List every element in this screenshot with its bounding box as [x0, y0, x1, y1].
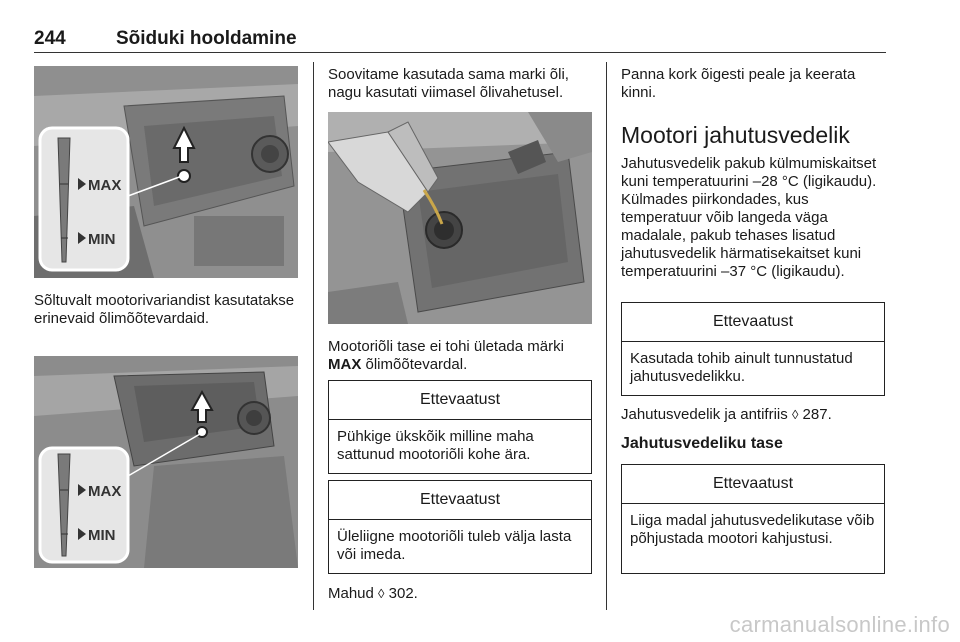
- caution-box-spill: [328, 380, 592, 474]
- col2-level-text: [328, 338, 594, 374]
- oil-level-text-pre: Mootoriõli tase ei tohi ületada märki: [328, 338, 564, 355]
- caution-body: Kasutada tohib ainult tunnustatud jahutusvedelikku.: [630, 350, 853, 385]
- column-divider-2: [606, 62, 607, 610]
- col1-text: [34, 292, 300, 328]
- caution-box-low-coolant: [621, 464, 885, 574]
- caution-title: Ettevaatust: [329, 481, 591, 520]
- caution-box-approved-coolant: [621, 302, 885, 396]
- coolant-page-ref[interactable]: 287.: [802, 406, 832, 423]
- column-divider-1: [313, 62, 314, 610]
- coolant-ref-text: Jahutusvedelik ja antifriis: [621, 406, 788, 423]
- oil-level-text: [328, 338, 594, 374]
- col2-intro: [328, 66, 594, 102]
- subsection-title-coolant-level: Jahutusvedeliku tase: [621, 435, 783, 452]
- caution-title: Ettevaatust: [622, 465, 884, 504]
- caution-body: Pühkige ükskõik milline maha sattunud mootoriõli kohe ära.: [337, 428, 534, 463]
- caution-box-excess: [328, 480, 592, 574]
- max-mark-inline: MAX: [328, 356, 362, 373]
- cap-instruction-text: Panna kork õigesti peale ja keerata kinni.: [621, 66, 856, 101]
- max-marker-label: MAX: [88, 177, 122, 194]
- page-reference-icon: ◊: [378, 586, 385, 601]
- caution-title: Ettevaatust: [329, 381, 591, 420]
- coolant-reference[interactable]: [621, 406, 887, 424]
- dipstick-figure-2: [34, 356, 298, 568]
- capacity-reference[interactable]: [328, 585, 594, 603]
- col3-intro: [621, 66, 887, 102]
- chapter-title: Sõiduki hooldamine: [116, 28, 297, 49]
- capacity-text: Mahud: [328, 585, 374, 602]
- dipstick-figure-1: [34, 66, 298, 278]
- max-marker-label-2: MAX: [88, 483, 122, 500]
- dipstick-variants-text: Sõltuvalt mootorivariandist kasutatakse erinevaid õlimõõtevardaid.: [34, 292, 295, 327]
- oil-filling-figure: [328, 112, 592, 324]
- section-title-coolant: Mootori jahutusvedelik: [621, 122, 850, 148]
- caution-title: Ettevaatust: [622, 303, 884, 342]
- watermark: carmanualsonline.info: [729, 612, 950, 637]
- min-marker-label: MIN: [88, 231, 116, 248]
- oil-level-text-post: õlimõõtevardal.: [361, 356, 468, 373]
- capacity-page-ref[interactable]: 302.: [388, 585, 418, 602]
- coolant-protection-text: Jahutusvedelik pakub külmumiskaitset kuni temperatuurini –28 °C (ligikaudu). Külmades piirkondades, kus temperatuur võib langeda väga madalale, pakub tehases lisatud jahutusvedelik härmatisekaitset kuni temperatuurini –37 °C (ligikaudu).: [621, 155, 877, 280]
- page-header: [34, 28, 886, 53]
- min-marker-label-2: MIN: [88, 527, 116, 544]
- caution-body: Liiga madal jahutusvedelikutase võib põhjustada mootori kahjustusi.: [630, 512, 875, 547]
- caution-body: Üleliigne mootoriõli tuleb välja lasta või imeda.: [337, 528, 572, 563]
- page-number: 244: [34, 28, 66, 49]
- page-reference-icon: ◊: [791, 407, 799, 422]
- same-oil-text: Soovitame kasutada sama marki õli, nagu kasutati viimasel õlivahetusel.: [328, 66, 569, 101]
- col3-coolant-text: [621, 155, 887, 281]
